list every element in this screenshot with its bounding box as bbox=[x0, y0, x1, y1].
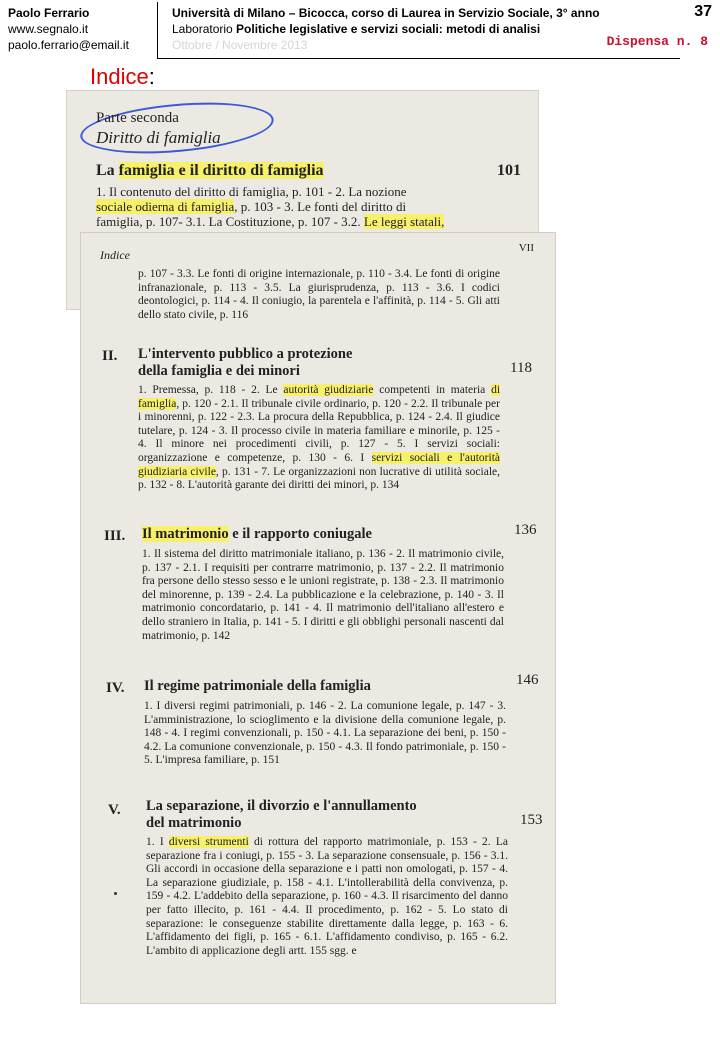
lab-prefix: Laboratorio bbox=[172, 22, 237, 36]
chapter-5-number: V. bbox=[108, 802, 121, 818]
chapter-2-highlight-3: servizi sociali e l'autorità giudiziaria civile bbox=[138, 451, 501, 478]
chapter-3-title bbox=[142, 526, 372, 543]
chapter-1-highlight-1: sociale odierna di famiglia bbox=[96, 199, 235, 214]
email-link[interactable]: paolo.ferrario@email.it bbox=[8, 38, 129, 52]
chapter-1-line-2-rest: , p. 103 - 3. Le fonti del diritto di bbox=[234, 199, 407, 214]
scan-page-index bbox=[80, 232, 556, 1004]
chapter-2-body-d: , p. 131 - 7. Le organizzazioni non lucrative di utilità sociale, p. 132 - 8. L'autorità garante dei diritti dei minori, p. 134 bbox=[138, 465, 500, 492]
chapter-2-body-b: competenti in materia bbox=[373, 384, 492, 396]
chapter-1-title-highlight: famiglia e il diritto di famiglia bbox=[118, 162, 324, 179]
chapter-3-title-rest: e il rapporto coniugale bbox=[228, 526, 372, 542]
chapter-1-title-a: La bbox=[96, 162, 119, 179]
header-center bbox=[172, 5, 652, 53]
chapter-1-line-3-a: famiglia, p. 107- 3.1. La Costituzione, p. 107 - 3.2. bbox=[96, 214, 364, 229]
chapter-1-line-2 bbox=[96, 199, 516, 214]
page-number: 37 bbox=[694, 3, 712, 20]
part-title: Diritto di famiglia bbox=[96, 128, 221, 147]
header-divider bbox=[157, 2, 158, 58]
chapter-5-page: 153 bbox=[520, 812, 543, 828]
roman-page-number: VII bbox=[518, 242, 534, 254]
chapter-2-title bbox=[138, 346, 352, 380]
chapter-3-body: 1. Il sistema del diritto matrimoniale italiano, p. 136 - 2. Il matrimonio civile, p. 137 - 2.1. I requisiti per contrarre matrimonio, p. 137 - 2.2. Il matrimonio fra persone dello stesso sesso e le unioni registrate, p. 138 - 2.3. Il matrimonio del minorenne, p. 139 - 2.4. La pubblicazione e la celebrazione, p. 140 - 3. Il matrimonio concordatario, p. 141 - 4. Il matrimonio dell'italiano all'estero e dello straniero in Italia, p. 141 - 5. I diritti e gli obblighi personali nascenti dal matrimonio, p. 142 bbox=[142, 548, 504, 642]
continuation-text: p. 107 - 3.3. Le fonti di origine internazionale, p. 110 - 3.4. Le fonti di origine infranazionale, p. 113 - 3.5. La giurisprudenza, p. 113 - 3.6. I codici deontologici, p. 114 - 4. Il coniugio, la parentela e l'affinità, p. 114 - 5. Gli atti dello stato civile, p. 116 bbox=[138, 268, 500, 321]
chapter-5-body-a: 1. I bbox=[146, 836, 169, 848]
chapter-2-highlight-1: autorità giudiziarie bbox=[283, 384, 374, 396]
chapter-1-highlight-2: Le leggi statali, bbox=[363, 214, 445, 229]
chapter-3-title-highlight: Il matrimonio bbox=[142, 526, 229, 542]
website-link[interactable]: www.segnalo.it bbox=[8, 22, 89, 36]
running-head: Indice bbox=[100, 248, 130, 262]
chapter-1-line-1: 1. Il contenuto del diritto di famiglia, p. 101 - 2. La nozione bbox=[96, 184, 407, 199]
chapter-5-body bbox=[146, 836, 508, 958]
chapter-5-highlight: diversi strumenti bbox=[168, 836, 249, 848]
chapter-4-title: Il regime patrimoniale della famiglia bbox=[144, 678, 371, 694]
chapter-2-body-c: , p. 120 - 2.1. Il tribunale civile ordinario, p. 120 - 2.2. Il tribunale per i minorenni, p. 122 - 2.3. La procura della Repubblica, p. 124 - 2.4. Il giudice tutelare, p. 124 - 3. Il processo civile in materia familiare e minorile, p. 125 - 4. Il minore nei procedimenti civili, p. 127 - 5. I servizi sociali: organizzazione e competenze, p. 130 - 6. I bbox=[138, 397, 500, 464]
period-line: Ottobre / Novembre 2013 bbox=[172, 38, 308, 52]
chapter-4-body: 1. I diversi regimi patrimoniali, p. 146 - 2. La comunione legale, p. 147 - 3. L'amministrazione, lo scioglimento e la divisione della comunione legale, p. 148 - 4. I regimi convenzionali, p. 150 - 4.1. La separazione dei beni, p. 150 - 4.2. La comunione convenzionale, p. 150 - 4.3. Il fondo patrimoniale, p. 150 - 5. L'impresa familiare, p. 151 bbox=[144, 700, 506, 767]
chapter-4-number: IV. bbox=[106, 680, 125, 696]
chapter-2-body-a: 1. Premessa, p. 118 - 2. Le bbox=[138, 384, 284, 396]
chapter-2-title-line-1: L'intervento pubblico a protezione bbox=[138, 346, 353, 362]
lab-line bbox=[172, 21, 652, 37]
dispensa-label: Dispensa n. 8 bbox=[606, 34, 708, 49]
section-title-colon: : bbox=[148, 64, 155, 89]
chapter-3-number: III. bbox=[104, 528, 126, 544]
lab-title: Politiche legislative e servizi sociali: metodi di analisi bbox=[236, 22, 541, 36]
header-rule bbox=[157, 58, 680, 59]
chapter-5-title-line-1: La separazione, il divorzio e l'annullamento bbox=[146, 798, 417, 814]
part-label: Parte seconda bbox=[96, 110, 179, 126]
chapter-5-title-line-2: del matrimonio bbox=[146, 815, 242, 831]
header-left bbox=[8, 5, 156, 53]
section-title bbox=[90, 64, 155, 90]
chapter-5-title bbox=[146, 798, 417, 832]
chapter-2-body bbox=[138, 384, 500, 493]
chapter-5-body-b: di rottura del rapporto matrimoniale, p. 153 - 2. La separazione fra i coniugi, p. 155 - 3. La separazione consensuale, p. 156 - 3.1. Gli accordi in occasione della separazione e i patti non omologati, p. 157 - 4. La separazione giudiziale, p. 158 - 4.1. L'intollerabilità della convivenza, p. 159 - 4.2. L'addebito della separazione, p. 160 - 4.3. Il risarcimento del danno per fatto illecito, p. 161 - 4.4. Il procedimento, p. 162 - 5. Lo stato di separazione: le conseguenze stabilite direttamente dalla legge, p. 163 - 6. L'affidamento dei figli, p. 165 - 6.1. L'affidamento condiviso, p. 165 - 6.2. L'ambito di applicazione degli artt. 155 sgg. e bbox=[146, 836, 508, 957]
author-name: Paolo Ferrario bbox=[8, 6, 90, 20]
chapter-2-number: II. bbox=[102, 348, 118, 364]
course-line: Università di Milano – Bicocca, corso di Laurea in Servizio Sociale, 3° anno bbox=[172, 6, 600, 20]
chapter-3-page: 136 bbox=[514, 522, 537, 538]
chapter-2-title-line-2: della famiglia e dei minori bbox=[138, 363, 300, 379]
chapter-1-title bbox=[96, 162, 324, 180]
chapter-4-page: 146 bbox=[516, 672, 539, 688]
chapter-1-body bbox=[96, 184, 516, 229]
section-title-text: Indice bbox=[90, 64, 149, 89]
chapter-1-page: 101 bbox=[497, 162, 521, 179]
margin-dot bbox=[114, 892, 117, 895]
chapter-2-highlight-2: di famiglia bbox=[138, 384, 501, 410]
chapter-1-line-3 bbox=[96, 214, 516, 229]
chapter-2-page: 118 bbox=[510, 360, 532, 376]
